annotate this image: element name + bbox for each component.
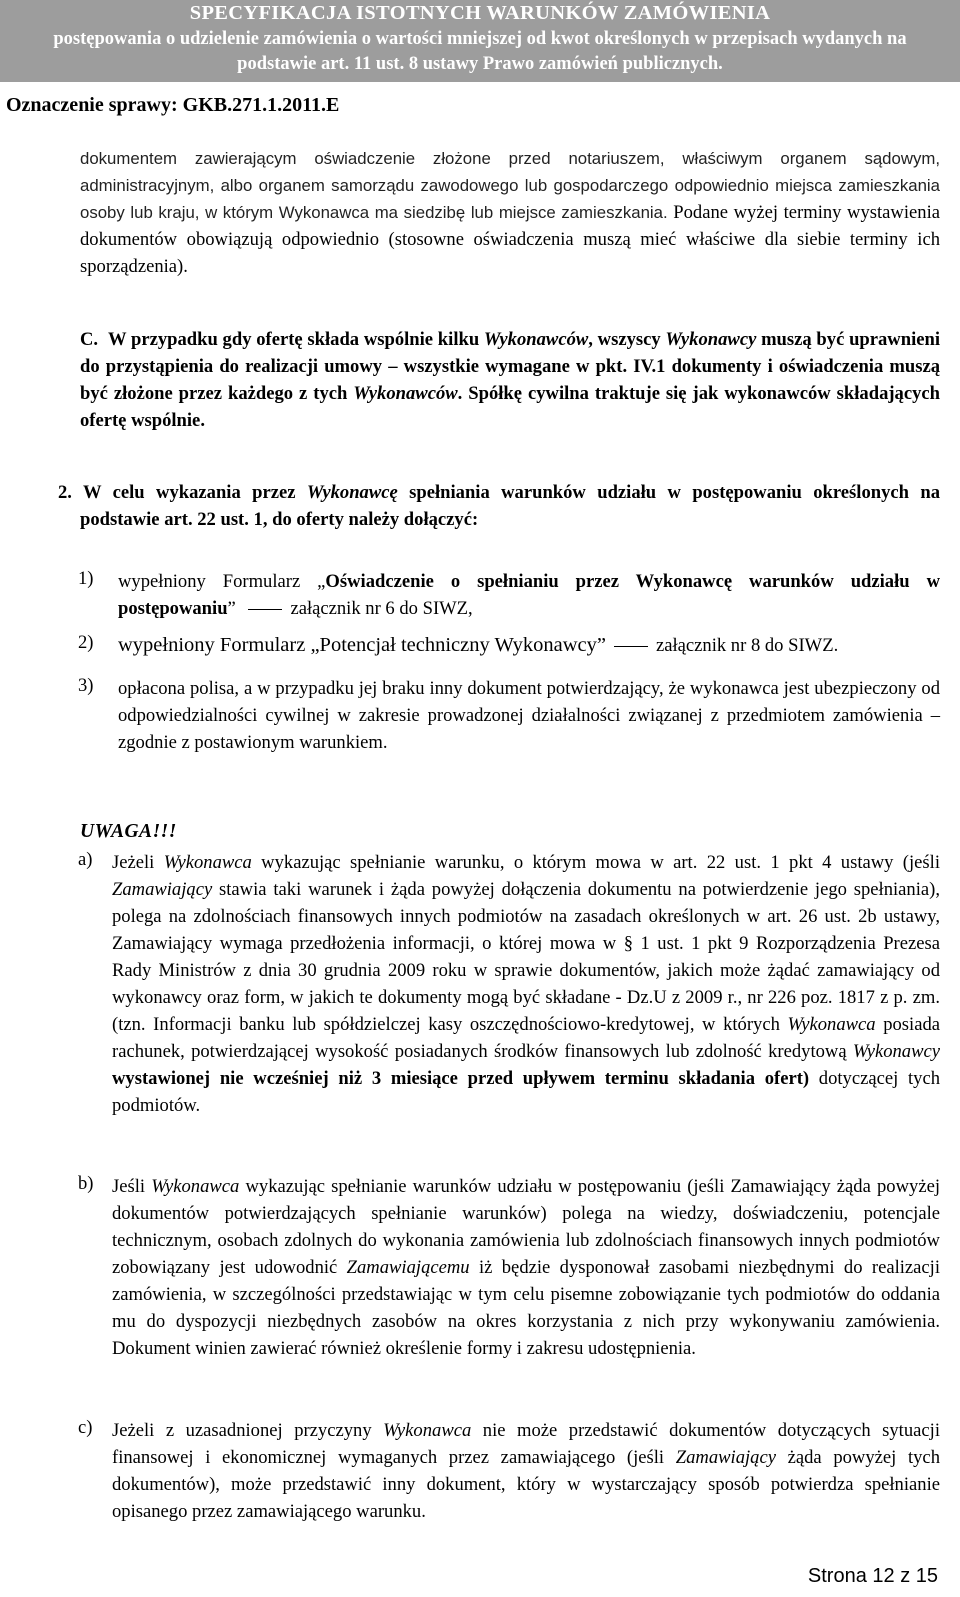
list-item-1: wypełniony Formularz „Oświadczenie o spełnianiu przez Wykonawcę warunków udziału w postępowaniu” załącznik nr 6 do SIWZ, — [118, 571, 940, 619]
intro-text-serif: Podane wyżej terminy wystawienia dokumentów obowiązują odpowiednio (stosowne oświadczenia muszą mieć właściwe dla siebie terminy ich sporządzenia). — [80, 202, 940, 277]
section-2-paragraph: 2. W celu wykazania przez Wykonawcę spełniania warunków udziału w postępowaniu określonych na podstawie art. 22 ust. 1, do oferty należy dołączyć: — [58, 482, 940, 530]
document-header — [0, 0, 960, 82]
uwaga-a-label: a) — [78, 849, 93, 870]
list-item-3-number: 3) — [78, 675, 94, 696]
em-dash — [248, 609, 282, 610]
case-reference: Oznaczenie sprawy: GKB.271.1.2011.E — [6, 94, 340, 116]
uwaga-b-label: b) — [78, 1173, 94, 1194]
uwaga-c-paragraph: Jeżeli z uzasadnionej przyczyny Wykonawca nie może przedstawić dokumentów dotyczących sytuacji finansowej i ekonomicznej wymaganych przez zamawiającego (jeśli Zamawiający żąda powyżej tych dokumentów), może przedstawić inny dokument, który w wystarczający sposób potwierdza spełnianie opisanego przez zamawiającego warunku. — [112, 1420, 940, 1522]
uwaga-a-paragraph: Jeżeli Wykonawca wykazując spełnianie warunku, o którym mowa w art. 22 ust. 1 pkt 4 ustawy (jeśli Zamawiający stawia taki warunek i żąda powyżej dołączenia dokumentu na potwierdzenie jego spełniania), polega na zdolnościach finansowych innych podmiotów na zasadach określonych w art. 26 ust. 2b ustawy, Zamawiający wymaga przedłożenia informacji, o której mowa w § 1 ust. 1 pkt 9 Rozporządzenia Prezesa Rady Ministrów z dnia 30 grudnia 2009 roku w sprawie dokumentów, jakich może żądać zamawiający od wykonawcy oraz form, w jakich te dokumenty mogą być składane - Dz.U z 2009 r., nr 226 poz. 1817 z p. zm. (tzn. Informacji banku lub spółdzielczej kasy oszczędnościowo-kredytowej, w których Wykonawca posiada rachunek, potwierdzającej wysokość posiadanych środków finansowych lub zdolność kredytową Wykonawcy wystawionej nie wcześniej niż 3 miesiące przed upływem terminu składania ofert) dotyczącej tych podmiotów. — [112, 852, 940, 1116]
section-c-paragraph: W przypadku gdy ofertę składa wspólnie kilku Wykonawców, wszyscy Wykonawcy muszą być uprawnieni do przystąpienia do realizacji umowy – wszystkie wymagane w pkt. IV.1 dokumenty i oświadczenia muszą być złożone przez każdego z tych Wykonawców. Spółkę cywilna traktuje się jak wykonawców składających ofertę wspólnie. — [80, 329, 940, 431]
intro-text-sans: dokumentem zawierającym oświadczenie złożone przed notariuszem, właściwym organem sądowym, administracyjnym, albo organem samorządu zawodowego lub gospodarczego odpowiednio miejsca zamieszkania osoby lub kraju, w którym Wykonawca ma siedzibę lub miejsce zamieszkania. — [80, 149, 940, 222]
list-item-2-number: 2) — [78, 632, 94, 653]
header-subtitle-line2: podstawie art. 11 ust. 8 ustawy Prawo zamówień publicznych. — [237, 54, 723, 74]
header-subtitle-line1: postępowania o udzielenie zamówienia o wartości mniejszej od kwot określonych w przepisach wydanych na — [53, 29, 907, 49]
list-item-1-number: 1) — [78, 568, 94, 589]
header-title: SPECYFIKACJA ISTOTNYCH WARUNKÓW ZAMÓWIENIA — [189, 2, 771, 24]
intro-paragraph — [80, 145, 940, 280]
em-dash — [614, 646, 648, 647]
list-item-2: wypełniony Formularz „Potencjał techniczny Wykonawcy” załącznik nr 8 do SIWZ. — [118, 634, 839, 656]
uwaga-b-paragraph: Jeśli Wykonawca wykazując spełnianie warunków udziału w postępowaniu (jeśli Zamawiający żąda powyżej dokumentów potwierdzających spełnianie warunków) polega na wiedzy, doświadczeniu, potencjale technicznym, osobach zdolnych do wykonania zamówienia lub zdolnościach finansowych innych podmiotów zobowiązany jest udowodnić Zamawiającemu iż będzie dysponował zasobami niezbędnymi do realizacji zamówienia, w szczególności przedstawiając w tym celu pisemne zobowiązanie tych podmiotów do oddania mu do dyspozycji niezbędnych zasobów na okres korzystania z nich przy wykonywaniu zamówienia. Dokument winien zawierać również określenie formy i zakresu udostępnienia. — [112, 1176, 940, 1359]
uwaga-c-label: c) — [78, 1417, 93, 1438]
section-c-label: C. — [80, 329, 99, 350]
section-2-label: 2. — [58, 482, 72, 503]
page-number: Strona 12 z 15 — [807, 1565, 938, 1587]
list-item-3: opłacona polisa, a w przypadku jej braku inny dokument potwierdzający, że wykonawca jest ubezpieczony od odpowiedzialności cywilnej w zakresie prowadzonej działalności związanej z przedmiotem zamówienia – zgodnie z postawionym warunkiem. — [118, 678, 940, 753]
uwaga-heading: UWAGA!!! — [80, 821, 177, 842]
